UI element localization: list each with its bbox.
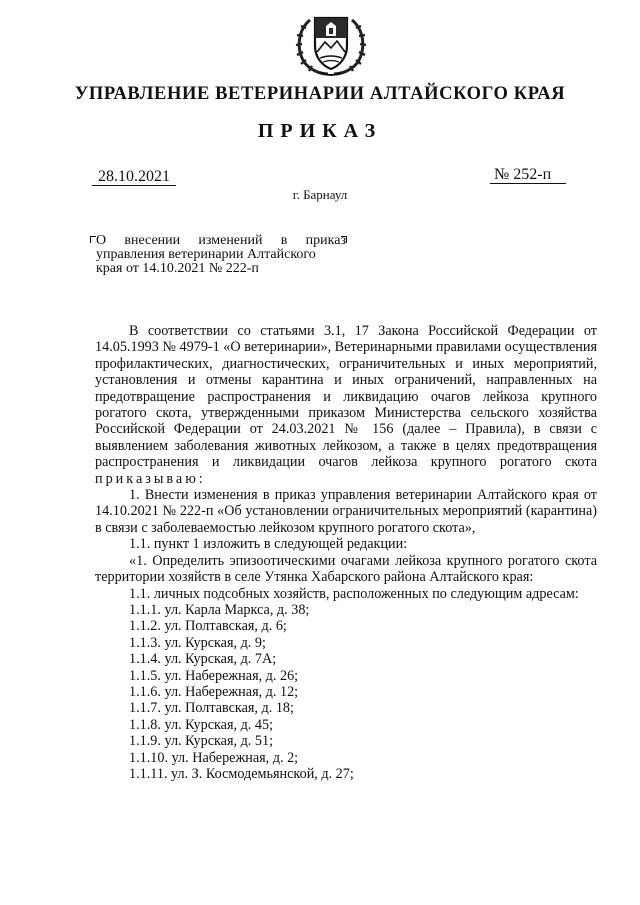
paragraph-1-1-households: 1.1. личных подсобных хозяйств, расположенных по следующим адресам: xyxy=(129,585,579,602)
address-item: 1.1.8. ул. Курская, д. 45; xyxy=(129,716,274,733)
document-number: № 252-п xyxy=(490,166,566,184)
quoted-paragraph-1: «1. Определить эпизоотическими очагами лейкоза крупного рогатого скота территории хозяйств в селе Утянка Хабарского района Алтайского края: xyxy=(95,552,597,586)
address-item: 1.1.6. ул. Набережная, д. 12; xyxy=(129,683,299,700)
subject-line: края от 14.10.2021 № 222-п xyxy=(96,261,259,276)
subject-line: управления ветеринарии Алтайского xyxy=(96,247,316,262)
document-date: 28.10.2021 xyxy=(92,168,176,186)
document-city: г. Барнаул xyxy=(292,187,348,202)
address-item: 1.1.4. ул. Курская, д. 7А; xyxy=(129,651,277,668)
coat-of-arms-emblem xyxy=(290,8,372,80)
document-type: ПРИКАЗ xyxy=(257,120,383,142)
address-item: 1.1.2. ул. Полтавская, д. 6; xyxy=(129,618,287,635)
organization-title: УПРАВЛЕНИЕ ВЕТЕРИНАРИИ АЛТАЙСКОГО КРАЯ xyxy=(74,84,566,104)
preamble-paragraph xyxy=(95,323,597,487)
address-item: 1.1.10. ул. Набережная, д. 2; xyxy=(129,749,299,766)
document-subject xyxy=(96,234,346,276)
paragraph-1: 1. Внести изменения в приказ управления ветеринарии Алтайского края от 14.10.2021 № 222-п «Об установлении ограничительных мероприятий (карантина) в связи с заболеваемостью лейкозом крупного рогатого скота», xyxy=(95,487,597,536)
document-body xyxy=(95,323,597,782)
address-item: 1.1.7. ул. Полтавская, д. 18; xyxy=(129,700,294,717)
prikazyvayu-word: приказываю: xyxy=(95,470,206,487)
address-item: 1.1.5. ул. Набережная, д. 26; xyxy=(129,667,299,684)
subject-line: О внесении изменений в приказ xyxy=(96,233,346,248)
address-item: 1.1.9. ул. Курская, д. 51; xyxy=(129,733,274,750)
paragraph-1-1: 1.1. пункт 1 изложить в следующей редакции: xyxy=(129,536,408,553)
address-item: 1.1.3. ул. Курская, д. 9; xyxy=(129,634,266,651)
preamble-text: В соответствии со статьями 3.1, 17 Закона Российской Федерации от 14.05.1993 № 4979-1 «О ветеринарии», Ветеринарными правилами осуществления профилактических, диагностических, ограничительных и иных мероприятий, установления и отмены карантина и иных ограничений, направленных на предотвращение распространения и ликвидацию очагов лейкоза крупного рогатого скота, утвержденными приказом Министерства сельского хозяйства Российской Федерации от 24.03.2021 № 156 (далее – Правила), в связи с выявлением заболевания животных лейкозом, а также в целях предотвращения распространения и ликвидации очагов лейкоза крупного рогатого скота xyxy=(95,323,597,471)
address-item: 1.1.11. ул. З. Космодемьянской, д. 27; xyxy=(129,765,354,782)
address-item: 1.1.1. ул. Карла Маркса, д. 38; xyxy=(129,601,310,618)
